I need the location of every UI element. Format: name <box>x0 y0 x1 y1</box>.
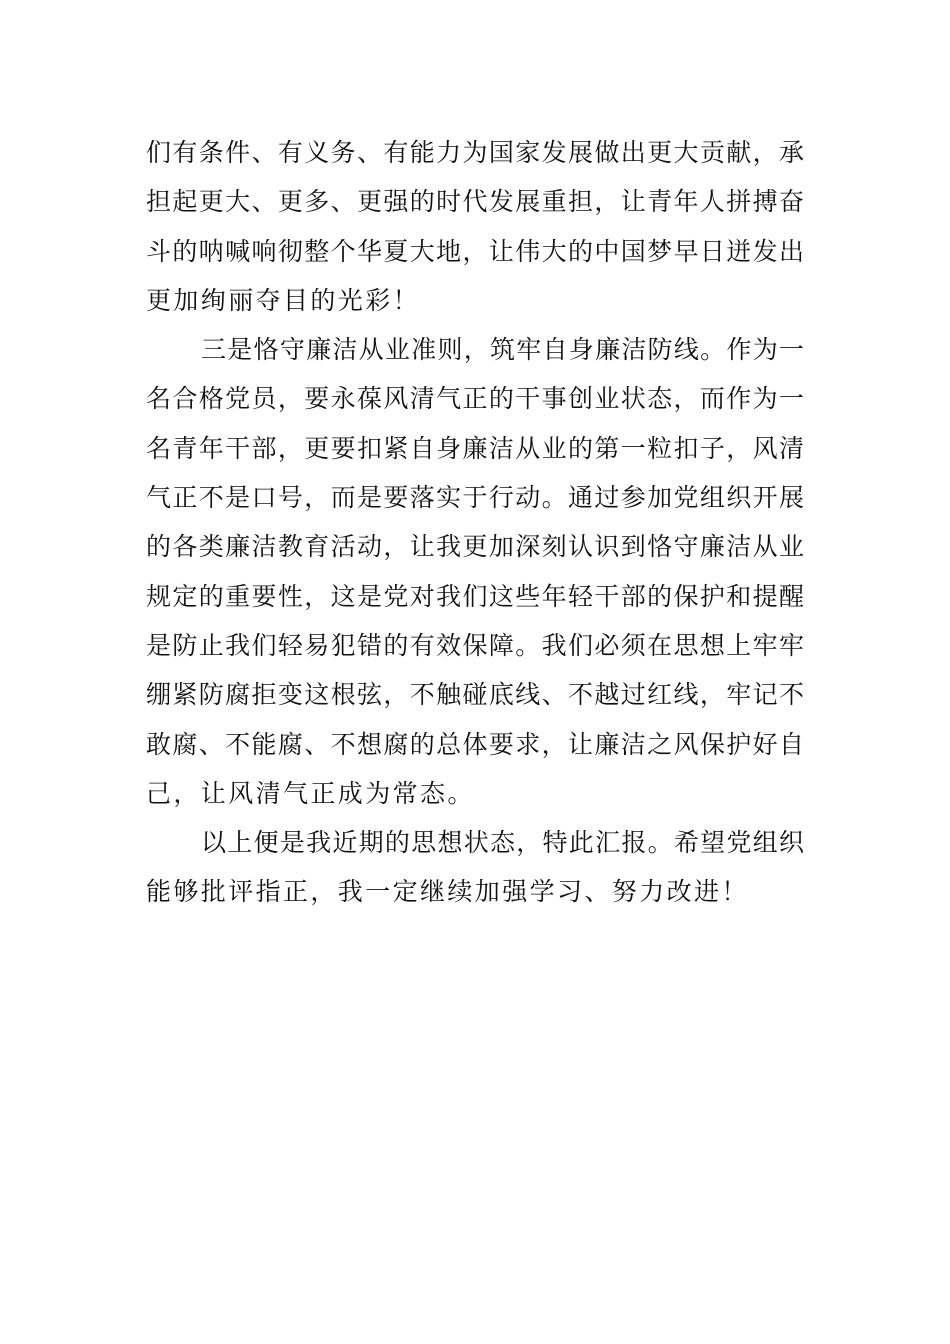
document-body <box>146 128 804 917</box>
paragraph-line: 担起更大、更多、更强的时代发展重担，让青年人拼搏奋 <box>146 187 804 217</box>
paragraph-line: 敢腐、不能腐、不想腐的总体要求，让廉洁之风保护好自 <box>146 729 804 759</box>
paragraph-line: 是防止我们轻易犯错的有效保障。我们必须在思想上牢牢 <box>146 630 804 660</box>
paragraph-line: 三是恪守廉洁从业准则，筑牢自身廉洁防线。作为一 <box>201 335 804 365</box>
paragraph-line: 气正不是口号，而是要落实于行动。通过参加党组织开展 <box>146 483 804 513</box>
paragraph-line: 能够批评指正，我一定继续加强学习、努力改进！ <box>146 877 749 907</box>
paragraph-line: 规定的重要性，这是党对我们这些年轻干部的保护和提醒 <box>146 581 804 611</box>
paragraph-line: 们有条件、有义务、有能力为国家发展做出更大贡献，承 <box>146 138 804 167</box>
paragraph-line: 名青年干部，更要扣紧自身廉洁从业的第一粒扣子，风清 <box>146 433 804 463</box>
paragraph-line: 己，让风清气正成为常态。 <box>146 778 475 808</box>
paragraph-line: 名合格党员，要永葆风清气正的干事创业状态，而作为一 <box>146 384 804 414</box>
paragraph-3 <box>146 818 804 917</box>
paragraph-line: 绷紧防腐拒变这根弦，不触碰底线、不越过红线，牢记不 <box>146 680 804 710</box>
paragraph-line: 斗的呐喊响彻整个华夏大地，让伟大的中国梦早日迸发出 <box>146 236 804 266</box>
paragraph-line: 以上便是我近期的思想状态，特此汇报。希望党组织 <box>201 828 804 858</box>
paragraph-line: 更加绚丽夺目的光彩！ <box>146 285 421 315</box>
paragraph-1 <box>146 128 804 325</box>
paragraph-2 <box>146 325 804 818</box>
paragraph-line: 的各类廉洁教育活动，让我更加深刻认识到恪守廉洁从业 <box>146 532 804 562</box>
